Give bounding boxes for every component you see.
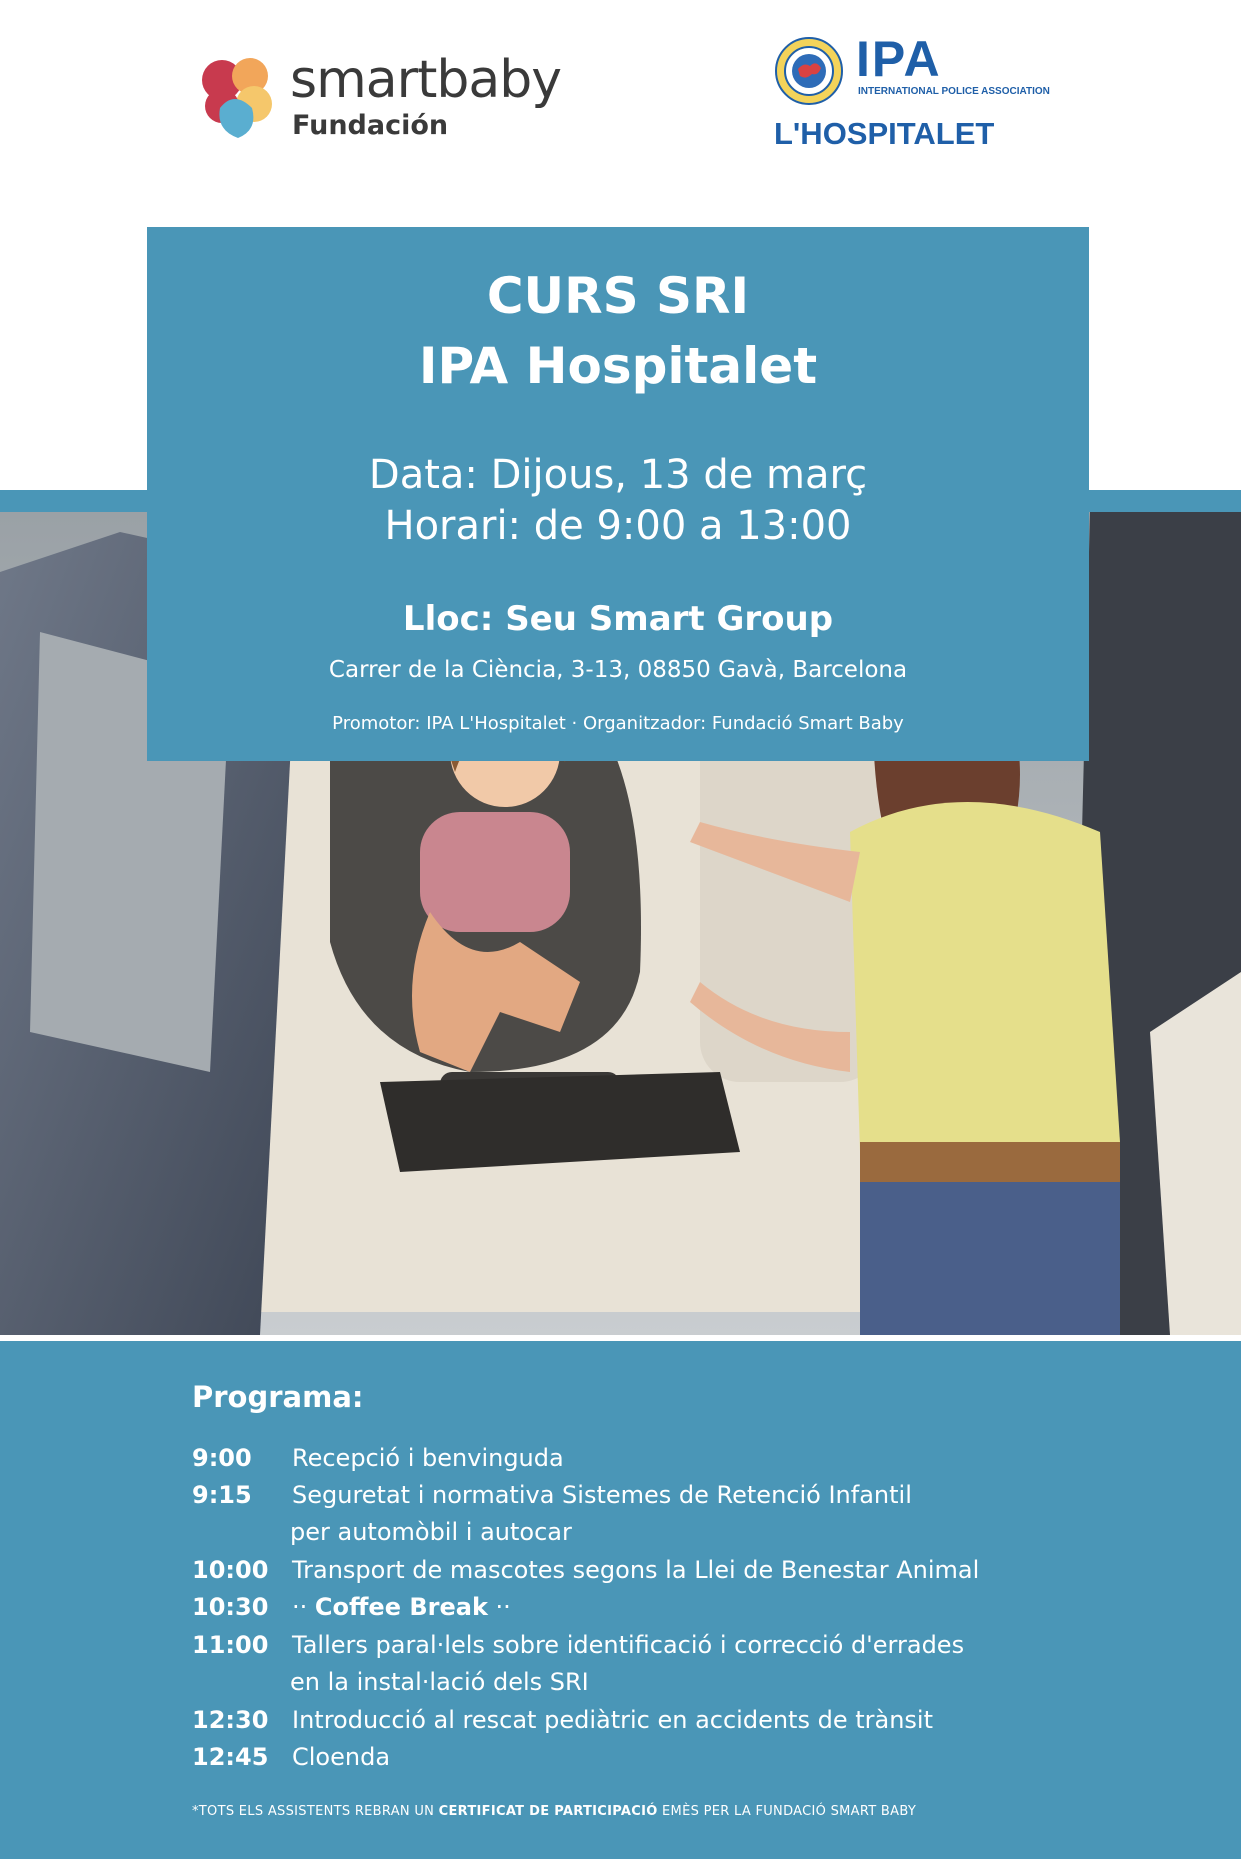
footnote-bold: CERTIFICAT DE PARTICIPACIÓ <box>438 1804 658 1819</box>
program-time: 10:00 <box>192 1556 269 1584</box>
program-section <box>0 1341 1241 1859</box>
program-text: Recepció i benvinguda <box>292 1444 564 1472</box>
program-text-continued: en la instal·lació dels SRI <box>290 1668 589 1696</box>
program-text: Introducció al rescat pediàtric en accidents de trànsit <box>292 1706 934 1734</box>
event-subtitle: IPA Hospitalet <box>418 337 818 395</box>
program-text-prefix: ·· <box>292 1593 315 1621</box>
ipa-wordmark: IPA <box>856 31 942 87</box>
program-time: 10:30 <box>192 1593 269 1621</box>
program-item <box>192 1444 564 1472</box>
event-promoter: Promotor: IPA L'Hospitalet · Organitzador: Fundació Smart Baby <box>332 713 904 734</box>
program-text-suffix: ·· <box>487 1593 511 1621</box>
program-title: Programa: <box>192 1380 364 1414</box>
event-address: Carrer de la Ciència, 3-13, 08850 Gavà, Barcelona <box>328 657 908 683</box>
program-item <box>192 1631 964 1659</box>
certificate-footnote <box>192 1804 916 1819</box>
program-time: 12:45 <box>192 1743 269 1771</box>
event-time: Horari: de 9:00 a 13:00 <box>384 503 852 549</box>
footnote-post: EMÈS PER LA FUNDACIÓ SMART BABY <box>657 1804 917 1819</box>
program-time: 9:00 <box>192 1444 252 1472</box>
footnote-pre: *TOTS ELS ASSISTENTS REBRAN UN <box>192 1804 439 1819</box>
program-item <box>192 1706 933 1734</box>
smartbaby-wordmark: smartbaby <box>290 50 562 110</box>
ipa-emblem-icon <box>774 36 844 106</box>
program-time: 11:00 <box>192 1631 269 1659</box>
program-time: 12:30 <box>192 1706 269 1734</box>
heart-flower-icon <box>192 50 284 140</box>
program-text: Cloenda <box>292 1743 391 1771</box>
program-text: Seguretat i normativa Sistemes de Retenció Infantil <box>292 1481 912 1509</box>
event-title: CURS SRI <box>486 267 750 325</box>
program-item <box>192 1481 912 1509</box>
program-text: Coffee Break <box>314 1593 488 1621</box>
smartbaby-logo <box>192 50 592 140</box>
program-text-continued: per automòbil i autocar <box>290 1518 572 1546</box>
program-item <box>192 1593 511 1621</box>
program-item <box>192 1743 390 1771</box>
ipa-fullname: INTERNATIONAL POLICE ASSOCIATION <box>858 86 1050 97</box>
program-time: 9:15 <box>192 1481 252 1509</box>
program-item <box>192 1556 979 1584</box>
program-text: Tallers paral·lels sobre identificació i correcció d'errades <box>292 1631 965 1659</box>
ipa-city: L'HOSPITALET <box>774 116 995 151</box>
event-place: Lloc: Seu Smart Group <box>402 599 834 639</box>
ipa-logo <box>774 31 1050 152</box>
smartbaby-subtitle: Fundación <box>292 110 449 141</box>
program-text: Transport de mascotes segons la Llei de Benestar Animal <box>292 1556 980 1584</box>
event-title-box <box>147 227 1089 761</box>
event-date: Data: Dijous, 13 de març <box>368 452 868 498</box>
